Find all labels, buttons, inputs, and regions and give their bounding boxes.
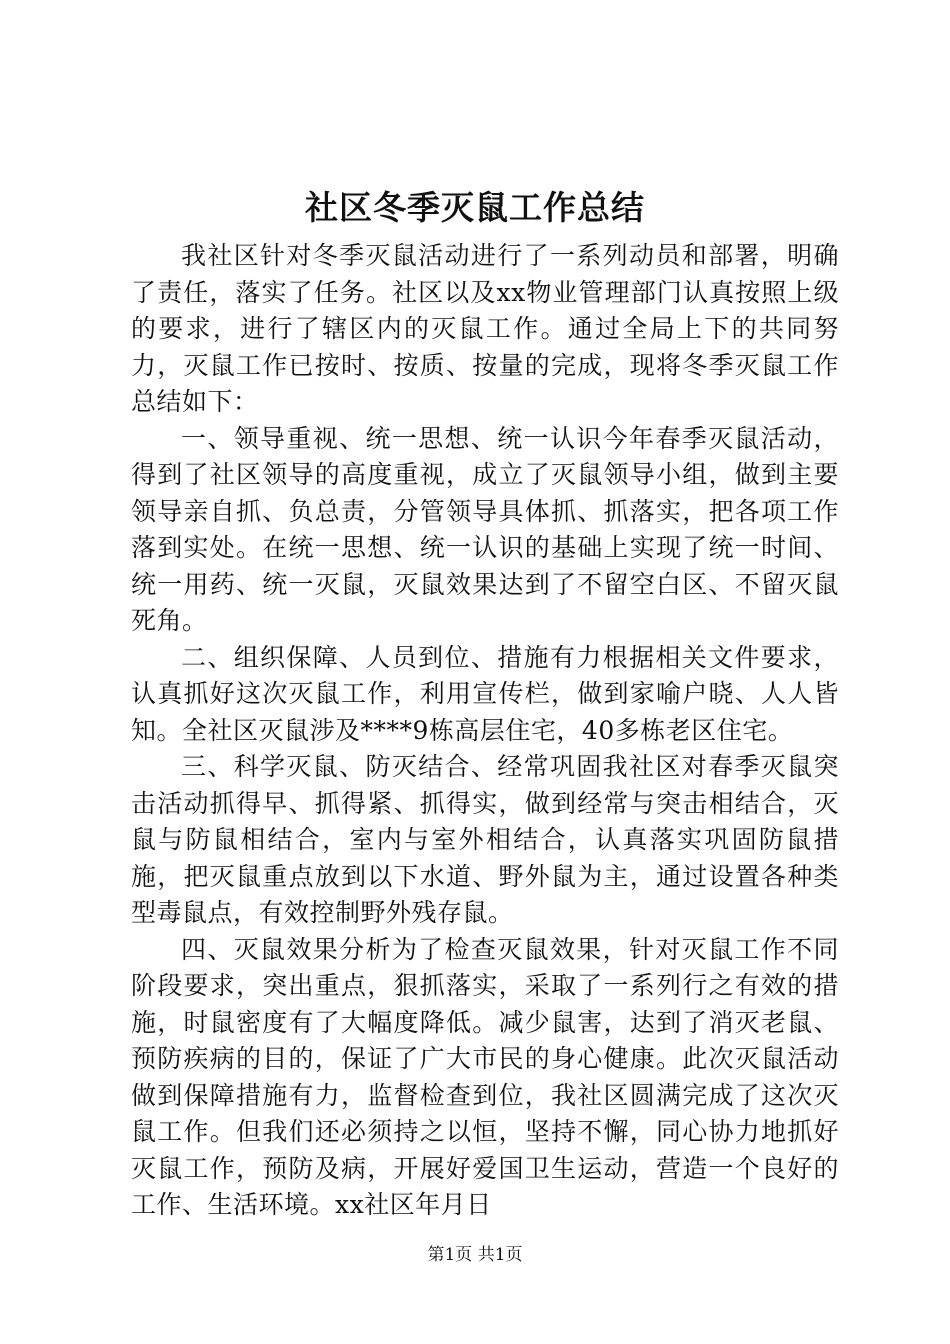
intro-paragraph: 我社区针对冬季灭鼠活动进行了一系列动员和部署，明确了责任，落实了任务。社区以及xx物业管理部门认真按照上级的要求，进行了辖区内的灭鼠工作。通过全局上下的共同努力，灭鼠工作已按时、按质、按量的完成，现将冬季灭鼠工作总结如下： (131, 241, 839, 416)
section-one-paragraph: 一、领导重视、统一思想、统一认识今年春季灭鼠活动，得到了社区领导的高度重视，成立了灭鼠领导小组，做到主要领导亲自抓、负总责，分管领导具体抓、抓落实，把各项工作落到实处。在统一思想、统一认识的基础上实现了统一时间、统一用药、统一灭鼠，灭鼠效果达到了不留空白区、不留灭鼠死角。 (131, 423, 839, 635)
document-body (131, 238, 839, 1224)
document-title: 社区冬季灭鼠工作总结 (305, 188, 645, 227)
section-two-paragraph: 二、组织保障、人员到位、措施有力根据相关文件要求，认真抓好这次灭鼠工作，利用宣传栏，做到家喻户晓、人人皆知。全社区灭鼠涉及****9栋高层住宅，40多栋老区住宅。 (131, 642, 839, 745)
section-three-paragraph: 三、科学灭鼠、防灭结合、经常巩固我社区对春季灭鼠突击活动抓得早、抓得紧、抓得实，做到经常与突击相结合，灭鼠与防鼠相结合，室内与室外相结合，认真落实巩固防鼠措施，把灭鼠重点放到以下水道、野外鼠为主，通过设置各种类型毒鼠点，有效控制野外残存鼠。 (131, 752, 839, 927)
section-four-paragraph: 四、灭鼠效果分析为了检查灭鼠效果，针对灭鼠工作不同阶段要求，突出重点，狠抓落实，采取了一系列行之有效的措施，时鼠密度有了大幅度降低。减少鼠害，达到了消灭老鼠、预防疾病的目的，保证了广大市民的身心健康。此次灭鼠活动做到保障措施有力，监督检查到位，我社区圆满完成了这次灭鼠工作。但我们还必须持之以恒，坚持不懈，同心协力地抓好灭鼠工作，预防及病，开展好爱国卫生运动，营造一个良好的工作、生活环境。xx社区年月日 (131, 934, 839, 1219)
page-footer: 第1页 共1页 (427, 1245, 523, 1265)
